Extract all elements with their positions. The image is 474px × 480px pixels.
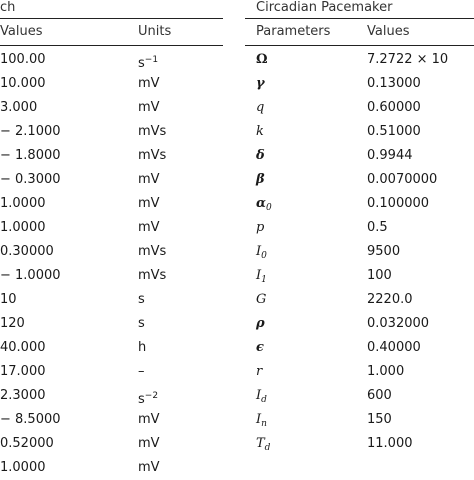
parameter-symbol: I [256,268,262,283]
left-value-cell: 3.000 [0,100,38,115]
parameter-symbol: I [256,412,262,427]
parameter-symbol: q [256,100,265,115]
parameter-symbol: β [256,172,265,187]
right-header-rule [245,45,474,46]
right-value-cell: 150 [367,412,392,427]
unit-base: s [138,392,145,407]
right-value-cell: 0.5 [367,220,388,235]
unit-base: mV [138,100,160,115]
left-value-cell: 2.3000 [0,388,46,403]
right-header-parameters: Parameters [256,24,331,39]
parameter-cell [256,336,264,360]
right-value-cell: 2220.0 [367,292,413,307]
right-top-rule [245,18,474,19]
unit-base: s [138,316,145,331]
left-unit-cell [138,72,160,96]
left-value-cell: 17.000 [0,364,46,379]
left-value-cell: 1.0000 [0,196,46,211]
left-value-cell: 100.00 [0,52,46,67]
parameter-subscript: d [261,395,267,405]
left-unit-cell [138,96,160,120]
parameter-subscript: 0 [266,203,272,213]
left-top-rule [0,18,223,19]
left-unit-cell [138,120,166,144]
right-header-values: Values [367,24,410,39]
left-value-cell: 1.0000 [0,460,46,475]
left-unit-cell [138,384,158,408]
parameter-symbol: k [256,124,264,139]
unit-base: s [138,292,145,307]
parameter-cell [256,384,267,408]
parameter-symbol: I [256,244,262,259]
left-header-units: Units [138,24,172,39]
unit-base: mVs [138,244,167,259]
parameter-symbol: I [256,388,262,403]
left-value-cell: 10.000 [0,76,46,91]
left-value-cell: − 1.8000 [0,148,61,163]
unit-base: mVs [138,124,167,139]
right-value-cell: 0.40000 [367,340,421,355]
right-value-cell: 0.0070000 [367,172,438,187]
unit-exponent: −2 [144,391,159,401]
left-header-values: Values [0,24,43,39]
unit-base: h [138,340,147,355]
right-value-cell: 9500 [367,244,401,259]
left-unit-cell [138,264,166,288]
parameter-subscript: n [261,419,267,429]
parameter-cell [256,120,264,144]
left-unit-cell [138,48,158,72]
left-unit-cell [138,360,145,384]
right-value-cell: 11.000 [367,436,413,451]
left-value-cell: 0.52000 [0,436,54,451]
right-value-cell: 0.13000 [367,76,421,91]
right-value-cell: 1.000 [367,364,405,379]
parameter-cell [256,312,265,336]
parameter-symbol: Ω [256,52,268,67]
left-value-cell: 1.0000 [0,220,46,235]
parameter-cell [256,216,264,240]
parameter-symbol: γ [256,76,265,91]
left-unit-cell [138,456,160,480]
parameter-cell [256,240,267,264]
right-value-cell: 100 [367,268,392,283]
parameter-symbol: ρ [256,316,265,331]
right-value-cell: 7.2722 × 10 [367,52,449,67]
right-value-cell: 600 [367,388,392,403]
right-value-cell: 0.9944 [367,148,413,163]
left-table-caption: ch [0,0,16,15]
parameter-cell [256,144,265,168]
parameter-cell [256,288,266,312]
right-value-cell: 0.100000 [367,196,430,211]
parameter-symbol: T [256,436,265,451]
parameter-symbol: r [256,364,263,379]
parameter-symbol: δ [256,148,265,163]
parameter-cell [256,48,268,72]
parameter-symbol: G [256,292,267,307]
parameter-symbol: α [256,196,267,211]
left-value-cell: − 2.1000 [0,124,61,139]
left-unit-cell [138,312,145,336]
right-value-cell: 0.032000 [367,316,430,331]
left-unit-cell [138,168,160,192]
left-value-cell: − 1.0000 [0,268,61,283]
left-header-rule [0,45,223,46]
left-unit-cell [138,216,160,240]
right-value-cell: 0.60000 [367,100,421,115]
parameter-cell [256,72,265,96]
unit-base: mV [138,436,160,451]
right-value-cell: 0.51000 [367,124,421,139]
left-unit-cell [138,240,166,264]
parameter-cell [256,264,267,288]
left-unit-cell [138,432,160,456]
unit-base: – [138,364,145,379]
parameter-cell [256,432,270,456]
unit-base: mV [138,172,160,187]
right-table-caption: Circadian Pacemaker [256,0,393,15]
parameter-cell [256,192,272,216]
parameter-symbol: ϵ [256,340,264,355]
left-value-cell: − 8.5000 [0,412,61,427]
left-value-cell: 10 [0,292,17,307]
left-unit-cell [138,336,146,360]
parameter-cell [256,408,267,432]
unit-base: mV [138,76,160,91]
left-unit-cell [138,192,160,216]
parameter-cell [256,96,264,120]
left-unit-cell [138,144,166,168]
left-unit-cell [138,408,160,432]
parameter-symbol: p [256,220,265,235]
left-value-cell: − 0.3000 [0,172,61,187]
unit-base: mVs [138,268,167,283]
parameter-subscript: 1 [261,275,267,285]
unit-base: mV [138,460,160,475]
parameter-subscript: d [264,443,271,453]
left-value-cell: 40.000 [0,340,46,355]
unit-base: mVs [138,148,167,163]
left-unit-cell [138,288,145,312]
unit-base: mV [138,196,160,211]
unit-base: mV [138,412,160,427]
left-value-cell: 0.30000 [0,244,54,259]
parameter-cell [256,168,265,192]
parameter-cell [256,360,262,384]
unit-base: s [138,56,145,71]
unit-base: mV [138,220,160,235]
parameter-subscript: 0 [261,251,267,261]
left-value-cell: 120 [0,316,25,331]
unit-exponent: −1 [144,55,159,65]
